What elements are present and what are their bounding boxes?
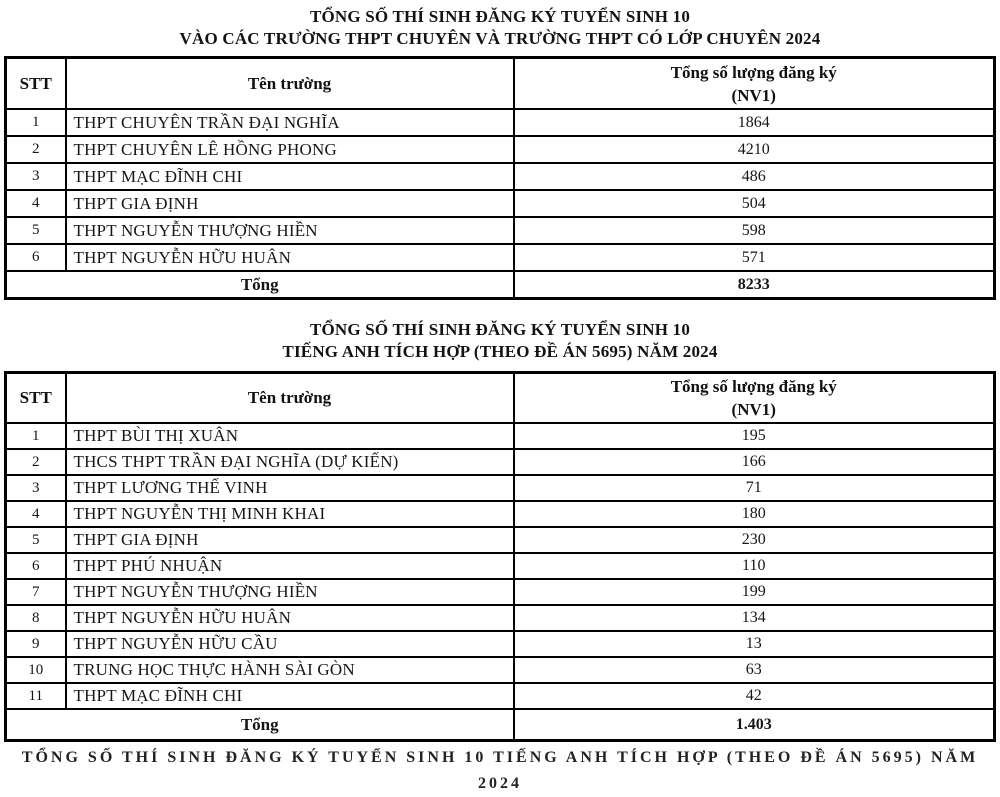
table-row [6,553,995,579]
school-name: THCS THPT TRẦN ĐẠI NGHĨA (DỰ KIẾN) [66,449,514,475]
registration-count: 166 [514,449,995,475]
table1-header-name: Tên trường [66,58,514,110]
registration-count: 598 [514,217,995,244]
table-row [6,657,995,683]
table-row [6,109,995,136]
row-index: 3 [6,475,66,501]
table2 [4,371,996,742]
school-name: THPT CHUYÊN LÊ HỒNG PHONG [66,136,514,163]
table-row [6,475,995,501]
row-index: 8 [6,605,66,631]
table2-title-line2: TIẾNG ANH TÍCH HỢP (THEO ĐỀ ÁN 5695) NĂM 2024 [282,342,718,361]
row-index: 10 [6,657,66,683]
table-row [6,501,995,527]
table1-title-line1: TỔNG SỐ THÍ SINH ĐĂNG KÝ TUYỂN SINH 10 [309,7,691,26]
school-name: THPT LƯƠNG THẾ VINH [66,475,514,501]
table-row [6,163,995,190]
table1-title [0,0,1000,50]
registration-count: 42 [514,683,995,709]
row-index: 5 [6,217,66,244]
table-row [6,605,995,631]
table-row [6,683,995,709]
table2-total-row [6,709,995,741]
school-name: THPT NGUYỄN HỮU HUÂN [66,244,514,271]
table-row [6,190,995,217]
school-name: THPT CHUYÊN TRẦN ĐẠI NGHĨA [66,109,514,136]
school-name: THPT BÙI THỊ XUÂN [66,423,514,449]
row-index: 7 [6,579,66,605]
table1 [4,56,996,300]
table-row [6,631,995,657]
registration-count: 486 [514,163,995,190]
registration-count: 1864 [514,109,995,136]
table-row [6,136,995,163]
table1-header-count [514,58,995,110]
table2-total-label: Tổng [6,709,514,741]
row-index: 9 [6,631,66,657]
table1-header-count-line1: Tổng số lượng đăng ký [670,62,837,82]
school-name: THPT NGUYỄN HỮU CẦU [66,631,514,657]
table2-header-row [6,373,995,424]
school-name: THPT NGUYỄN THƯỢNG HIỀN [66,579,514,605]
table1-total-label: Tổng [6,271,514,299]
row-index: 4 [6,190,66,217]
registration-count: 71 [514,475,995,501]
table2-header-count-line2: (NV1) [731,400,776,419]
school-name: THPT PHÚ NHUẬN [66,553,514,579]
school-name: THPT GIA ĐỊNH [66,527,514,553]
row-index: 11 [6,683,66,709]
table2-header-count [514,373,995,424]
table1-total-value: 8233 [514,271,995,299]
table1-header-count-line2: (NV1) [731,85,776,105]
registration-count: 110 [514,553,995,579]
table1-header-stt: STT [6,58,66,110]
table1-total-row [6,271,995,299]
row-index: 5 [6,527,66,553]
row-index: 2 [6,136,66,163]
table2-total-value: 1.403 [514,709,995,741]
table1-header-row [6,58,995,110]
row-index: 2 [6,449,66,475]
bottom-cutoff-text [0,745,1000,792]
registration-count: 4210 [514,136,995,163]
registration-count: 180 [514,501,995,527]
table2-header-count-line1: Tổng số lượng đăng ký [670,377,837,396]
row-index: 4 [6,501,66,527]
registration-count: 230 [514,527,995,553]
school-name: THPT MẠC ĐĨNH CHI [66,163,514,190]
table1-title-line2: VÀO CÁC TRƯỜNG THPT CHUYÊN VÀ TRƯỜNG THPT CÓ LỚP CHUYÊN 2024 [179,29,821,48]
school-name: THPT NGUYỄN HỮU HUÂN [66,605,514,631]
registration-count: 63 [514,657,995,683]
row-index: 6 [6,553,66,579]
school-name: THPT NGUYỄN THƯỢNG HIỀN [66,217,514,244]
registration-count: 13 [514,631,995,657]
table2-title-line1: TỔNG SỐ THÍ SINH ĐĂNG KÝ TUYỂN SINH 10 [309,320,691,339]
school-name: THPT GIA ĐỊNH [66,190,514,217]
table-row [6,217,995,244]
table-row [6,423,995,449]
registration-count: 195 [514,423,995,449]
school-name: THPT MẠC ĐĨNH CHI [66,683,514,709]
table-row [6,579,995,605]
registration-count: 199 [514,579,995,605]
row-index: 3 [6,163,66,190]
registration-count: 134 [514,605,995,631]
table2-title [0,319,1000,363]
bottom-cutoff-text-content: TỔNG SỐ THÍ SINH ĐĂNG KÝ TUYỂN SINH 10 TIẾNG ANH TÍCH HỢP (THEO ĐỀ ÁN 5695) NĂM 2024 [21,749,979,792]
school-name: TRUNG HỌC THỰC HÀNH SÀI GÒN [66,657,514,683]
table-row [6,449,995,475]
table2-header-name: Tên trường [66,373,514,424]
registration-count: 504 [514,190,995,217]
row-index: 1 [6,109,66,136]
row-index: 1 [6,423,66,449]
table-row [6,527,995,553]
registration-count: 571 [514,244,995,271]
row-index: 6 [6,244,66,271]
school-name: THPT NGUYỄN THỊ MINH KHAI [66,501,514,527]
table2-header-stt: STT [6,373,66,424]
table-row [6,244,995,271]
